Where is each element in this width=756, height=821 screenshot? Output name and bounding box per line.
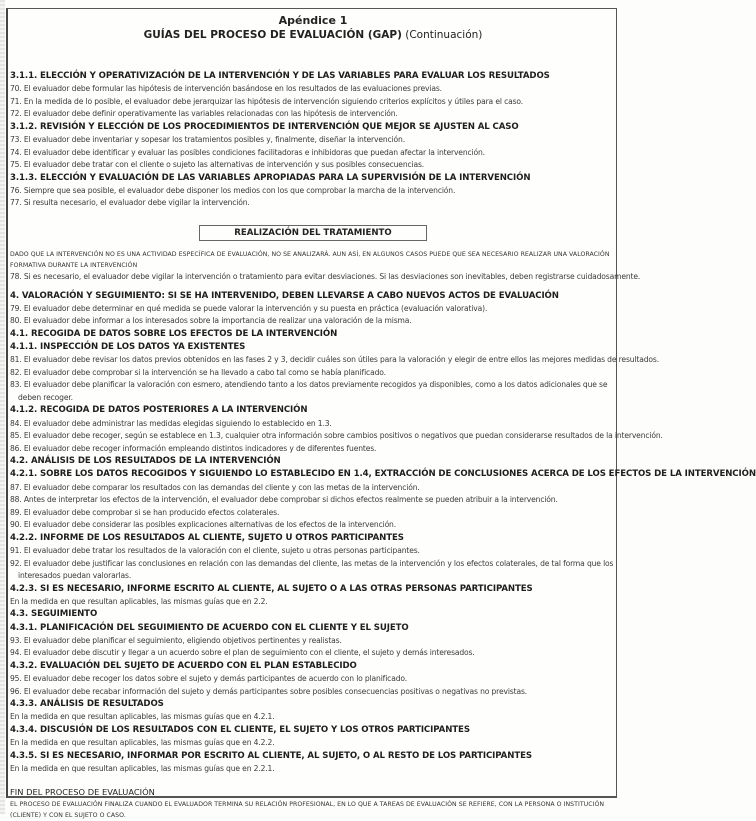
guideline-item: 76. Siempre que sea posible, el evaluador debe disponer los medios con los que comprobar la marcha de la intervención.: [10, 185, 456, 195]
guideline-item: 70. El evaluador debe formular las hipótesis de intervención basándose en los resultados de las evaluaciones previas.: [10, 84, 442, 94]
section-heading: 3.1.3. ELECCIÓN Y EVALUACIÓN DE LAS VARIABLES APROPIADAS PARA LA SUPERVISIÓN DE LA INTERVENCIÓN: [10, 172, 531, 183]
guideline-item: 91. El evaluador debe tratar los resultados de la valoración con el cliente, sujeto u otras personas participantes.: [10, 546, 420, 555]
guideline-note: En la medida en que resultan aplicables, las mismas guías que en 4.2.1.: [10, 712, 275, 722]
section-heading: 4.1.1. INSPECCIÓN DE LOS DATOS YA EXISTENTES: [10, 342, 246, 352]
guideline-item: 83. El evaluador debe planificar la valoración con esmero, atendiendo tanto a los datos previamente recogidos ya disponibles, como a los datos adicionales que se deben recoger.: [10, 380, 608, 402]
guideline-item: 84. El evaluador debe administrar las medidas elegidas siguiendo lo establecido en 1.3.: [10, 418, 332, 428]
guideline-item: 87. El evaluador debe comparar los resultados con las demandas del cliente y con las metas de la intervención.: [10, 482, 420, 492]
section-heading: 4.3.4. DISCUSIÓN DE LOS RESULTADOS CON EL CLIENTE, EL SUJETO Y LOS OTROS PARTICIPANTES: [10, 724, 470, 735]
end-heading: FIN DEL PROCESO DE EVALUACIÓN: [10, 787, 155, 798]
document-content: [10, 12, 756, 821]
guideline-item: 96. El evaluador debe recabar información del sujeto y demás participantes sobre posibles consecuencias positivas o negativas no previstas.: [10, 686, 528, 696]
guideline-note: En la medida en que resultan aplicables, las mismas guías que en 2.2.: [10, 596, 268, 606]
appendix-label: Apéndice 1: [278, 14, 348, 27]
guideline-note: En la medida en que resultan aplicables, las mismas guías que en 2.2.1.: [10, 763, 275, 773]
treatment-intro: DADO QUE LA INTERVENCIÓN NO ES UNA ACTIVIDAD ESPECÍFICA DE EVALUACIÓN, NO SE ANALIZARÁ. AUN ASÍ, EN ALGUNOS CASOS PUEDE QUE SEA NECESARIO REALIZAR UNA VALORACIÓN FORMATIVA DURANTE LA INTERVENCIÓN: [10, 251, 610, 270]
guideline-item: 88. Antes de interpretar los efectos de la intervención, el evaluador debe comprobar si dichos efectos realmente se pueden atribuir a la intervención.: [10, 495, 558, 505]
document-title-main: GUÍAS DEL PROCESO DE EVALUACIÓN (GAP): [143, 29, 402, 41]
guideline-item: 78. Si es necesario, el evaluador debe vigilar la intervención o tratamiento para evitar desviaciones. Si las desviaciones son inevitables, deben registrarse cuidadosamente.: [10, 272, 641, 282]
guideline-note: En la medida en que resultan aplicables, las mismas guías que en 4.2.2.: [10, 737, 275, 747]
guideline-item: 74. El evaluador debe identificar y evaluar las posibles condiciones facilitadoras e inhibidoras que puedan afectar la intervención.: [10, 147, 485, 157]
section-heading: 4.2.3. SI ES NECESARIO, INFORME ESCRITO AL CLIENTE, AL SUJETO O A LAS OTRAS PERSONAS PARTICIPANTES: [10, 583, 533, 594]
document-title: [10, 28, 616, 42]
section-heading: 4.3.5. SI ES NECESARIO, INFORMAR POR ESCRITO AL CLIENTE, AL SUJETO, O AL RESTO DE LOS PARTICIPANTES: [10, 750, 532, 761]
section-4: [10, 290, 756, 776]
treatment-heading-wrap: [10, 220, 616, 241]
document-title-suffix: (Continuación): [405, 29, 483, 41]
guideline-item: 77. Si resulta necesario, el evaluador debe vigilar la intervención.: [10, 198, 250, 208]
section-3-1: [10, 70, 616, 210]
title-block: [10, 14, 616, 42]
guideline-item: 94. El evaluador debe discutir y llegar a un acuerdo sobre el plan de seguimiento con el cliente, el sujeto y demás interesados.: [10, 648, 475, 658]
section-heading: 4.2. ANÁLISIS DE LOS RESULTADOS DE LA INTERVENCIÓN: [10, 456, 281, 467]
section-heading: 3.1.2. REVISIÓN Y ELECCIÓN DE LOS PROCEDIMIENTOS DE INTERVENCIÓN QUE MEJOR SE AJUSTEN AL CASO: [10, 121, 519, 132]
guideline-item: 89. El evaluador debe comprobar si se han producido efectos colaterales.: [10, 507, 280, 517]
section-heading: 4.3. SEGUIMIENTO: [10, 609, 98, 620]
guideline-item: 72. El evaluador debe definir operativamente las variables relacionadas con las hipótesis de intervención.: [10, 109, 398, 119]
guideline-item: 92. El evaluador debe justificar las conclusiones en relación con las demandas del cliente, las metas de la intervención y los efectos colaterales, de tal forma que los interesados puedan valorarlas.: [10, 558, 614, 581]
guideline-item: 82. El evaluador debe comprobar si la intervención se ha llevado a cabo tal como se había planificado.: [10, 367, 386, 377]
guideline-item: 86. El evaluador debe recoger información empleando distintos indicadores y de diferentes fuentes.: [10, 443, 377, 453]
section-heading: 4.1. RECOGIDA DE DATOS SOBRE LOS EFECTOS DE LA INTERVENCIÓN: [10, 328, 338, 339]
section-heading: 4.3.2. EVALUACIÓN DEL SUJETO DE ACUERDO CON EL PLAN ESTABLECIDO: [10, 660, 357, 671]
guideline-item: 93. El evaluador debe planificar el seguimiento, eligiendo objetivos pertinentes y realistas.: [10, 635, 342, 645]
scan-edge: [0, 0, 5, 814]
guideline-item: 85. El evaluador debe recoger, según se establece en 1.3, cualquier otra información sobre cambios positivos o negativos que puedan considerarse resultados de la intervención.: [10, 431, 663, 441]
guideline-item: 75. El evaluador debe tratar con el cliente o sujeto las alternativas de intervención y sus posibles consecuencias.: [10, 160, 425, 170]
section-heading: 4. VALORACIÓN Y SEGUIMIENTO: SI SE HA INTERVENIDO, DEBEN LLEVARSE A CABO NUEVOS ACTOS DE EVALUACIÓN: [10, 290, 559, 301]
guideline-item: 95. El evaluador debe recoger los datos sobre el sujeto y demás participantes de acuerdo con lo planificado.: [10, 673, 407, 683]
section-heading: 3.1.1. ELECCIÓN Y OPERATIVIZACIÓN DE LA INTERVENCIÓN Y DE LAS VARIABLES PARA EVALUAR LOS RESULTADOS: [10, 71, 550, 81]
guideline-item: 73. El evaluador debe inventariar y sopesar los tratamientos posibles y, finalmente, diseñar la intervención.: [10, 134, 405, 144]
guideline-item: 79. El evaluador debe determinar en qué medida se puede valorar la intervención y su puesta en práctica (evaluación valorativa).: [10, 303, 488, 313]
section-heading: 4.2.1. SOBRE LOS DATOS RECOGIDOS Y SIGUIENDO LO ESTABLECIDO EN 1.4, EXTRACCIÓN DE CONCLUSIONES ACERCA DE LOS EFECTOS DE LA INTERVENCIÓN: [10, 469, 756, 480]
section-heading: 4.3.3. ANÁLISIS DE RESULTADOS: [10, 699, 164, 710]
section-heading: 4.2.2. INFORME DE LOS RESULTADOS AL CLIENTE, SUJETO U OTROS PARTICIPANTES: [10, 532, 404, 543]
end-text: EL PROCESO DE EVALUACIÓN FINALIZA CUANDO EL EVALUADOR TERMINA SU RELACIÓN PROFESIONAL, EN LO QUE A TAREAS DE EVALUACIÓN SE REFIERE, CON LA PERSONA O INSTITUCIÓN (CLIENTE) Y CON EL SUJETO O CASO.: [10, 800, 605, 819]
guideline-item: 80. El evaluador debe informar a los interesados sobre la importancia de realizar una valoración de la misma.: [10, 316, 412, 326]
treatment-heading: REALIZACIÓN DEL TRATAMIENTO: [199, 225, 426, 241]
guideline-item: 71. En la medida de lo posible, el evaluador debe jerarquizar las hipótesis de intervención siguiendo criterios explícitos y útiles para el caso.: [10, 96, 524, 106]
section-heading: 4.3.1. PLANIFICACIÓN DEL SEGUIMIENTO DE ACUERDO CON EL CLIENTE Y EL SUJETO: [10, 622, 409, 633]
guideline-item: 81. El evaluador debe revisar los datos previos obtenidos en las fases 2 y 3, decidir cuáles son útiles para la valoración y elegir de entre ellos las mejores medidas de resultados.: [10, 355, 659, 365]
guideline-item: 90. El evaluador debe considerar las posibles explicaciones alternativas de los efectos de la intervención.: [10, 520, 396, 530]
section-heading: 4.1.2. RECOGIDA DE DATOS POSTERIORES A LA INTERVENCIÓN: [10, 405, 308, 416]
